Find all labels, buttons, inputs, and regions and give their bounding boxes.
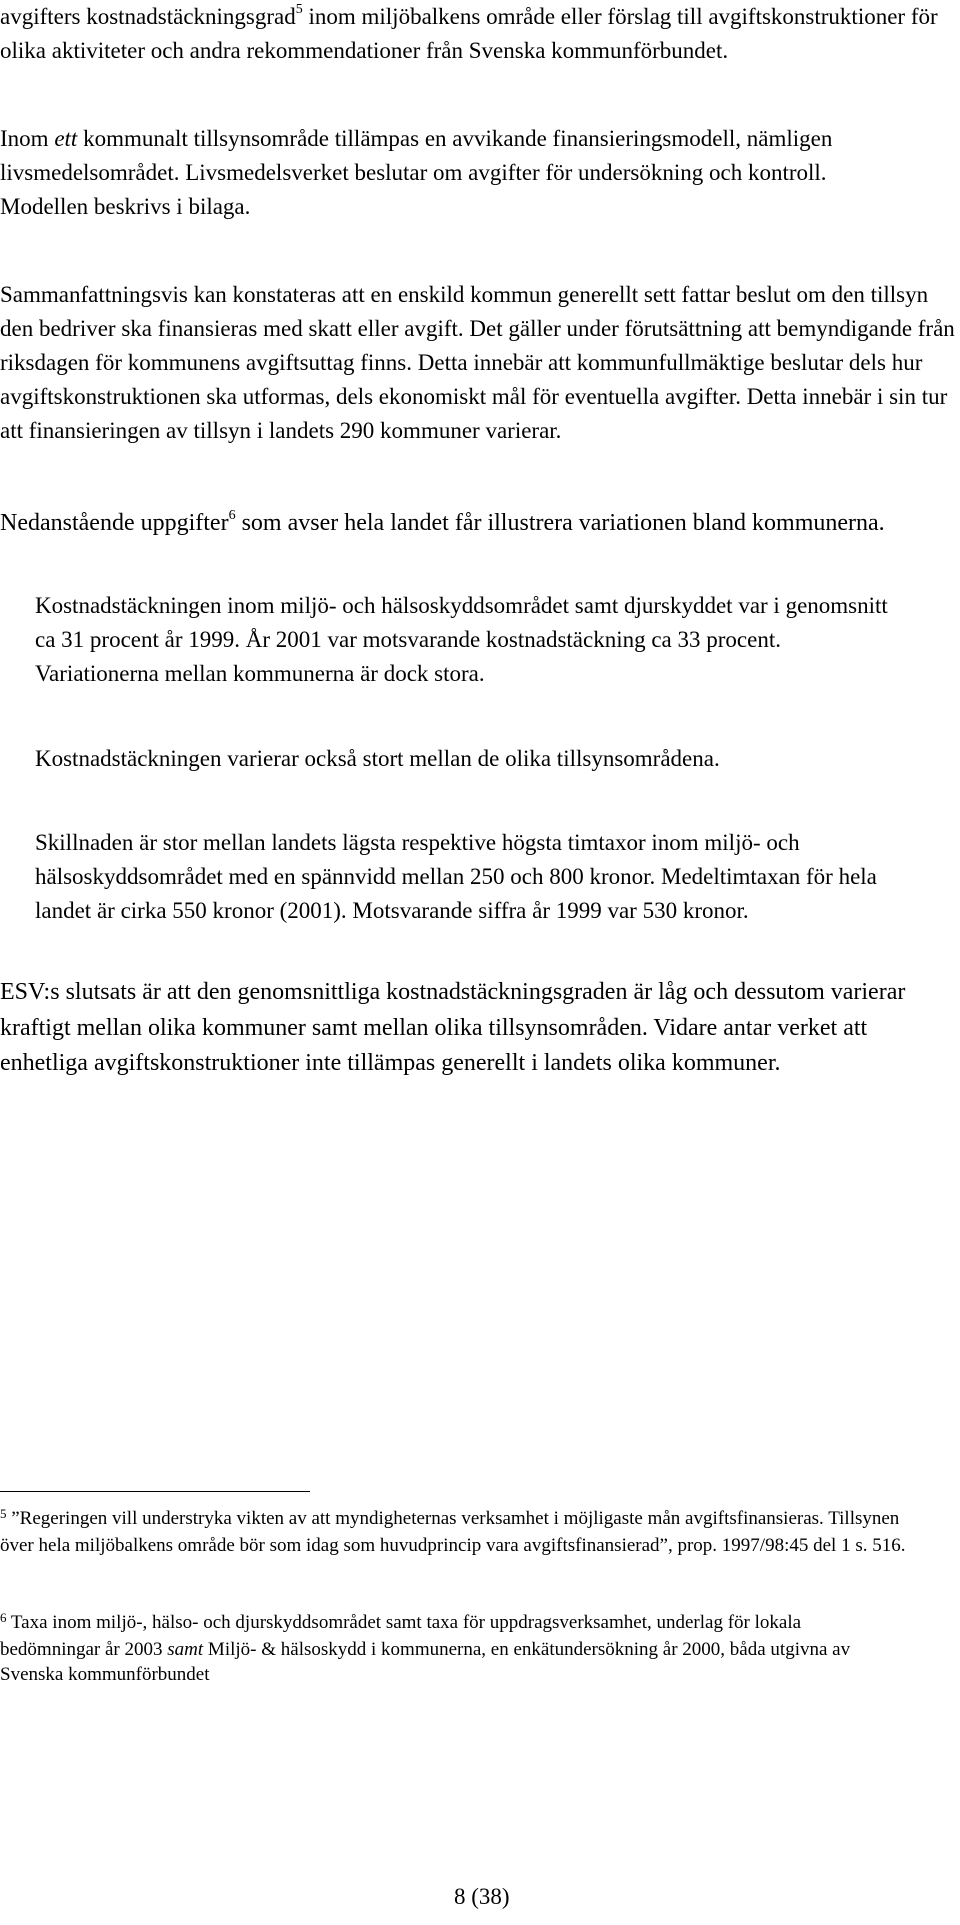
footnote-text: Miljö- & hälsoskydd i kommunerna, en enkätundersökning år 2000, båda utgivna av Svenska kommunförbundet bbox=[0, 1638, 851, 1685]
quote-cost-coverage-average: Kostnadstäckningen inom miljö- och hälsoskyddsområdet samt djurskyddet var i genomsnitt ca 31 procent år 1999. År 2001 var motsvarande kostnadstäckning ca 33 procent. Variationerna mellan kommunerna är dock stora. bbox=[35, 593, 888, 686]
footnote-reference-6[interactable]: 6 bbox=[228, 508, 236, 523]
emphasis-text: ett bbox=[54, 126, 78, 151]
paragraph-text: avgifters kostnadstäckningsgrad bbox=[0, 4, 296, 29]
paragraph-statistics-intro bbox=[0, 506, 960, 542]
footnote-text: ”Regeringen vill understryka vikten av att myndigheternas verksamhet i möjligaste mån avgiftsfinansieras. Tillsynen över hela miljöbalkens område bör som idag som huvudprincip vara avgiftsfinansierad”, prop. 1997/98:45 del 1 s. 516. bbox=[0, 1508, 906, 1556]
footnote-5 bbox=[0, 1506, 930, 1558]
footnote-number: 6 bbox=[0, 1610, 7, 1625]
quote-cost-coverage-variation: Kostnadstäckningen varierar också stort mellan de olika tillsynsområdena. bbox=[35, 746, 720, 771]
footnote-separator bbox=[0, 1491, 310, 1492]
quote-hourly-rates: Skillnaden är stor mellan landets lägsta respektive högsta timtaxor inom miljö- och hälsoskyddsområdet med en spännvidd mellan 250 och 800 kronor. Medeltimtaxan för hela landet är cirka 550 kronor (2001). Motsvarande siffra år 1999 var 530 kronor. bbox=[35, 830, 877, 923]
paragraph-text: Nedanstående uppgifter bbox=[0, 510, 229, 536]
paragraph-text: kommunalt tillsynsområde tillämpas en avvikande finansieringsmodell, nämligen livsmedelsområdet. Livsmedelsverket beslutar om avgifter för undersökning och kontroll. Modellen beskrivs i bilaga. bbox=[0, 126, 833, 219]
footnote-6 bbox=[0, 1610, 870, 1688]
paragraph-esv-conclusion: ESV:s slutsats är att den genomsnittliga kostnadstäckningsgraden är låg och dessutom varierar kraftigt mellan olika kommuner samt mellan olika tillsynsområden. Vidare antar verket att enhetliga avgiftskonstruktioner inte tillämpas generellt i landets olika kommuner. bbox=[0, 979, 906, 1076]
footnote-number: 5 bbox=[0, 1506, 7, 1521]
paragraph-text: som avser hela landet får illustrera variationen bland kommunerna. bbox=[235, 510, 885, 536]
emphasis-text: samt bbox=[167, 1638, 204, 1660]
paragraph-summary: Sammanfattningsvis kan konstateras att en enskild kommun generellt sett fattar beslut om den tillsyn den bedriver ska finansieras med skatt eller avgift. Det gäller under förutsättning att bemyndigande från riksdagen för kommunens avgiftsuttag finns. Detta innebär att kommunfullmäktige beslutar dels hur avgiftskonstruktionen ska utformas, dels ekonomiskt mål för eventuella avgifter. Detta innebär i sin tur att finansieringen av tillsyn i landets 290 kommuner varierar. bbox=[0, 282, 955, 443]
paragraph-text: inom miljöbalkens område eller förslag till avgiftskonstruktioner för olika aktiviteter och andra rekommendationer från Svenska kommunförbundet. bbox=[0, 4, 938, 63]
paragraph-food-inspection-model bbox=[0, 122, 920, 224]
footnote-reference-5[interactable]: 5 bbox=[295, 2, 303, 18]
paragraph-cost-coverage-recommendations bbox=[0, 0, 960, 68]
paragraph-text: Inom bbox=[0, 126, 55, 151]
footnote-text: Taxa inom miljö-, hälso- och djurskyddsområdet samt taxa för uppdragsverksamhet, underlag för lokala bedömningar år 2003 bbox=[0, 1612, 802, 1660]
page-number: 8 (38) bbox=[454, 1884, 510, 1909]
